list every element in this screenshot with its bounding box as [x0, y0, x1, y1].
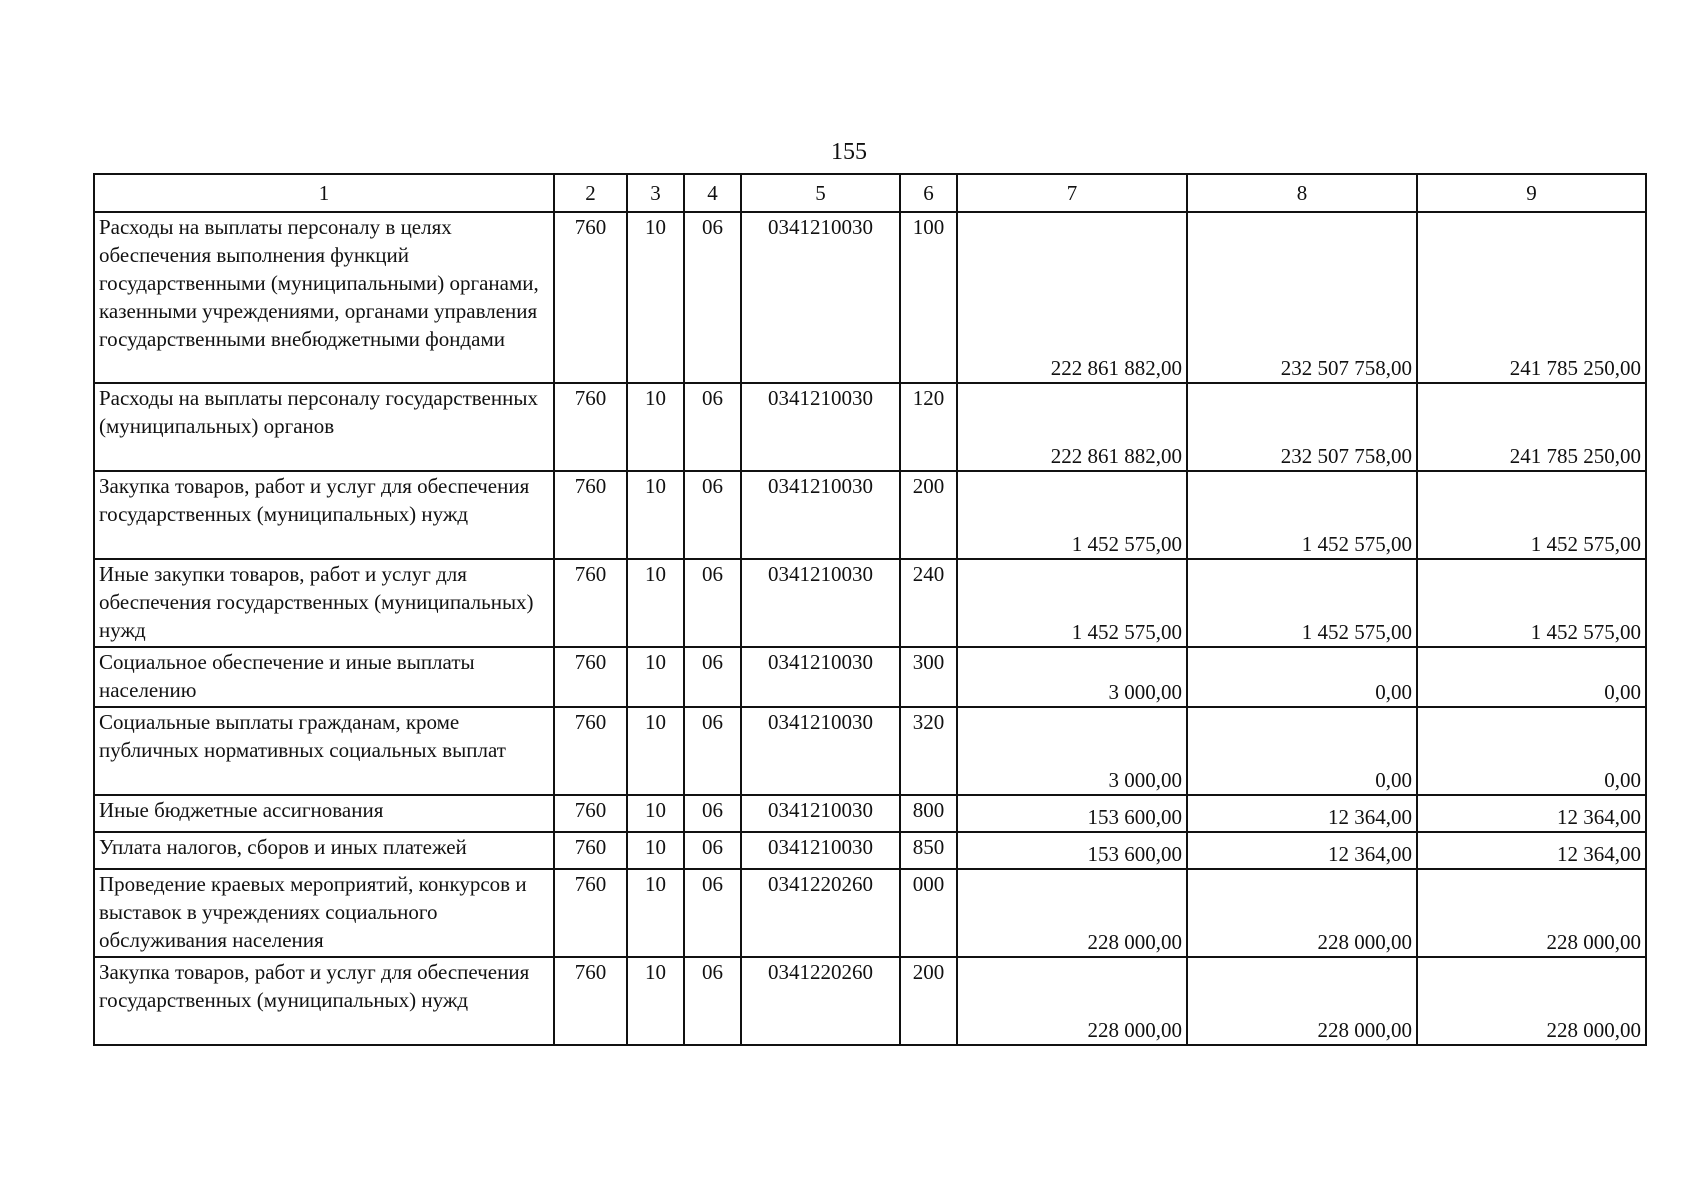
table-row — [94, 869, 1646, 957]
expense-name-cell: Иные бюджетные ассигнования — [94, 795, 554, 832]
amount-col9-cell: 0,00 — [1417, 647, 1646, 707]
amount-col7-cell: 1 452 575,00 — [957, 471, 1187, 559]
section-code-cell: 10 — [627, 795, 684, 832]
amount-col7-cell: 222 861 882,00 — [957, 212, 1187, 383]
ministry-code-cell: 760 — [554, 957, 627, 1045]
amount-col7-cell: 3 000,00 — [957, 707, 1187, 795]
table-row — [94, 647, 1646, 707]
amount-col9-cell: 228 000,00 — [1417, 869, 1646, 957]
table-row — [94, 383, 1646, 471]
amount-col9-cell: 0,00 — [1417, 707, 1646, 795]
page-number: 155 — [831, 139, 867, 165]
expense-type-cell: 800 — [900, 795, 957, 832]
expense-type-cell: 320 — [900, 707, 957, 795]
subsection-code-cell: 06 — [684, 212, 741, 383]
ministry-code-cell: 760 — [554, 869, 627, 957]
expense-name-cell: Уплата налогов, сборов и иных платежей — [94, 832, 554, 869]
amount-col9-cell: 241 785 250,00 — [1417, 212, 1646, 383]
column-header: 8 — [1187, 174, 1417, 212]
amount-col9-cell: 12 364,00 — [1417, 832, 1646, 869]
subsection-code-cell: 06 — [684, 383, 741, 471]
target-article-cell: 0341210030 — [741, 383, 900, 471]
section-code-cell: 10 — [627, 383, 684, 471]
expense-name-cell: Проведение краевых мероприятий, конкурсов и выставок в учреждениях социального обслуживания населения — [94, 869, 554, 957]
amount-col9-cell: 12 364,00 — [1417, 795, 1646, 832]
section-code-cell: 10 — [627, 559, 684, 647]
subsection-code-cell: 06 — [684, 957, 741, 1045]
column-header: 6 — [900, 174, 957, 212]
section-code-cell: 10 — [627, 212, 684, 383]
amount-col8-cell: 12 364,00 — [1187, 832, 1417, 869]
amount-col9-cell: 241 785 250,00 — [1417, 383, 1646, 471]
table-row — [94, 795, 1646, 832]
table-row — [94, 832, 1646, 869]
column-header: 5 — [741, 174, 900, 212]
target-article-cell: 0341220260 — [741, 957, 900, 1045]
target-article-cell: 0341210030 — [741, 832, 900, 869]
amount-col8-cell: 228 000,00 — [1187, 869, 1417, 957]
ministry-code-cell: 760 — [554, 383, 627, 471]
table-row — [94, 559, 1646, 647]
amount-col9-cell: 1 452 575,00 — [1417, 471, 1646, 559]
amount-col8-cell: 1 452 575,00 — [1187, 471, 1417, 559]
expense-name-cell: Расходы на выплаты персоналу в целях обеспечения выполнения функций государственными (муниципальными) органами, казенными учреждениями, органами управления государственными внебюджетными фондами — [94, 212, 554, 383]
ministry-code-cell: 760 — [554, 212, 627, 383]
target-article-cell: 0341210030 — [741, 559, 900, 647]
target-article-cell: 0341210030 — [741, 707, 900, 795]
column-header: 3 — [627, 174, 684, 212]
expense-type-cell: 200 — [900, 471, 957, 559]
amount-col9-cell: 1 452 575,00 — [1417, 559, 1646, 647]
ministry-code-cell: 760 — [554, 795, 627, 832]
target-article-cell: 0341210030 — [741, 647, 900, 707]
section-code-cell: 10 — [627, 647, 684, 707]
expense-name-cell: Закупка товаров, работ и услуг для обеспечения государственных (муниципальных) нужд — [94, 471, 554, 559]
column-header: 1 — [94, 174, 554, 212]
amount-col8-cell: 0,00 — [1187, 647, 1417, 707]
amount-col8-cell: 232 507 758,00 — [1187, 383, 1417, 471]
target-article-cell: 0341210030 — [741, 795, 900, 832]
expense-name-cell: Социальные выплаты гражданам, кроме публичных нормативных социальных выплат — [94, 707, 554, 795]
section-code-cell: 10 — [627, 707, 684, 795]
ministry-code-cell: 760 — [554, 707, 627, 795]
expense-type-cell: 300 — [900, 647, 957, 707]
column-header: 7 — [957, 174, 1187, 212]
expense-type-cell: 240 — [900, 559, 957, 647]
ministry-code-cell: 760 — [554, 832, 627, 869]
amount-col8-cell: 1 452 575,00 — [1187, 559, 1417, 647]
column-header: 4 — [684, 174, 741, 212]
section-code-cell: 10 — [627, 471, 684, 559]
amount-col7-cell: 153 600,00 — [957, 832, 1187, 869]
column-header: 9 — [1417, 174, 1646, 212]
expense-type-cell: 850 — [900, 832, 957, 869]
subsection-code-cell: 06 — [684, 795, 741, 832]
target-article-cell: 0341220260 — [741, 869, 900, 957]
amount-col7-cell: 228 000,00 — [957, 869, 1187, 957]
table-row — [94, 212, 1646, 383]
table-row — [94, 471, 1646, 559]
amount-col7-cell: 153 600,00 — [957, 795, 1187, 832]
amount-col8-cell: 228 000,00 — [1187, 957, 1417, 1045]
expense-type-cell: 120 — [900, 383, 957, 471]
budget-table — [93, 173, 1647, 1046]
table-row — [94, 707, 1646, 795]
target-article-cell: 0341210030 — [741, 212, 900, 383]
section-code-cell: 10 — [627, 832, 684, 869]
amount-col8-cell: 0,00 — [1187, 707, 1417, 795]
subsection-code-cell: 06 — [684, 869, 741, 957]
expense-name-cell: Закупка товаров, работ и услуг для обеспечения государственных (муниципальных) нужд — [94, 957, 554, 1045]
amount-col9-cell: 228 000,00 — [1417, 957, 1646, 1045]
subsection-code-cell: 06 — [684, 471, 741, 559]
column-header: 2 — [554, 174, 627, 212]
subsection-code-cell: 06 — [684, 559, 741, 647]
expense-name-cell: Иные закупки товаров, работ и услуг для обеспечения государственных (муниципальных) нужд — [94, 559, 554, 647]
ministry-code-cell: 760 — [554, 471, 627, 559]
expense-name-cell: Социальное обеспечение и иные выплаты населению — [94, 647, 554, 707]
expense-type-cell: 100 — [900, 212, 957, 383]
amount-col7-cell: 228 000,00 — [957, 957, 1187, 1045]
expense-name-cell: Расходы на выплаты персоналу государственных (муниципальных) органов — [94, 383, 554, 471]
amount-col7-cell: 1 452 575,00 — [957, 559, 1187, 647]
amount-col7-cell: 222 861 882,00 — [957, 383, 1187, 471]
amount-col8-cell: 232 507 758,00 — [1187, 212, 1417, 383]
amount-col7-cell: 3 000,00 — [957, 647, 1187, 707]
subsection-code-cell: 06 — [684, 707, 741, 795]
section-code-cell: 10 — [627, 869, 684, 957]
header-row — [94, 174, 1646, 212]
ministry-code-cell: 760 — [554, 559, 627, 647]
amount-col8-cell: 12 364,00 — [1187, 795, 1417, 832]
section-code-cell: 10 — [627, 957, 684, 1045]
table-row — [94, 957, 1646, 1045]
expense-type-cell: 200 — [900, 957, 957, 1045]
subsection-code-cell: 06 — [684, 832, 741, 869]
subsection-code-cell: 06 — [684, 647, 741, 707]
ministry-code-cell: 760 — [554, 647, 627, 707]
expense-type-cell: 000 — [900, 869, 957, 957]
target-article-cell: 0341210030 — [741, 471, 900, 559]
